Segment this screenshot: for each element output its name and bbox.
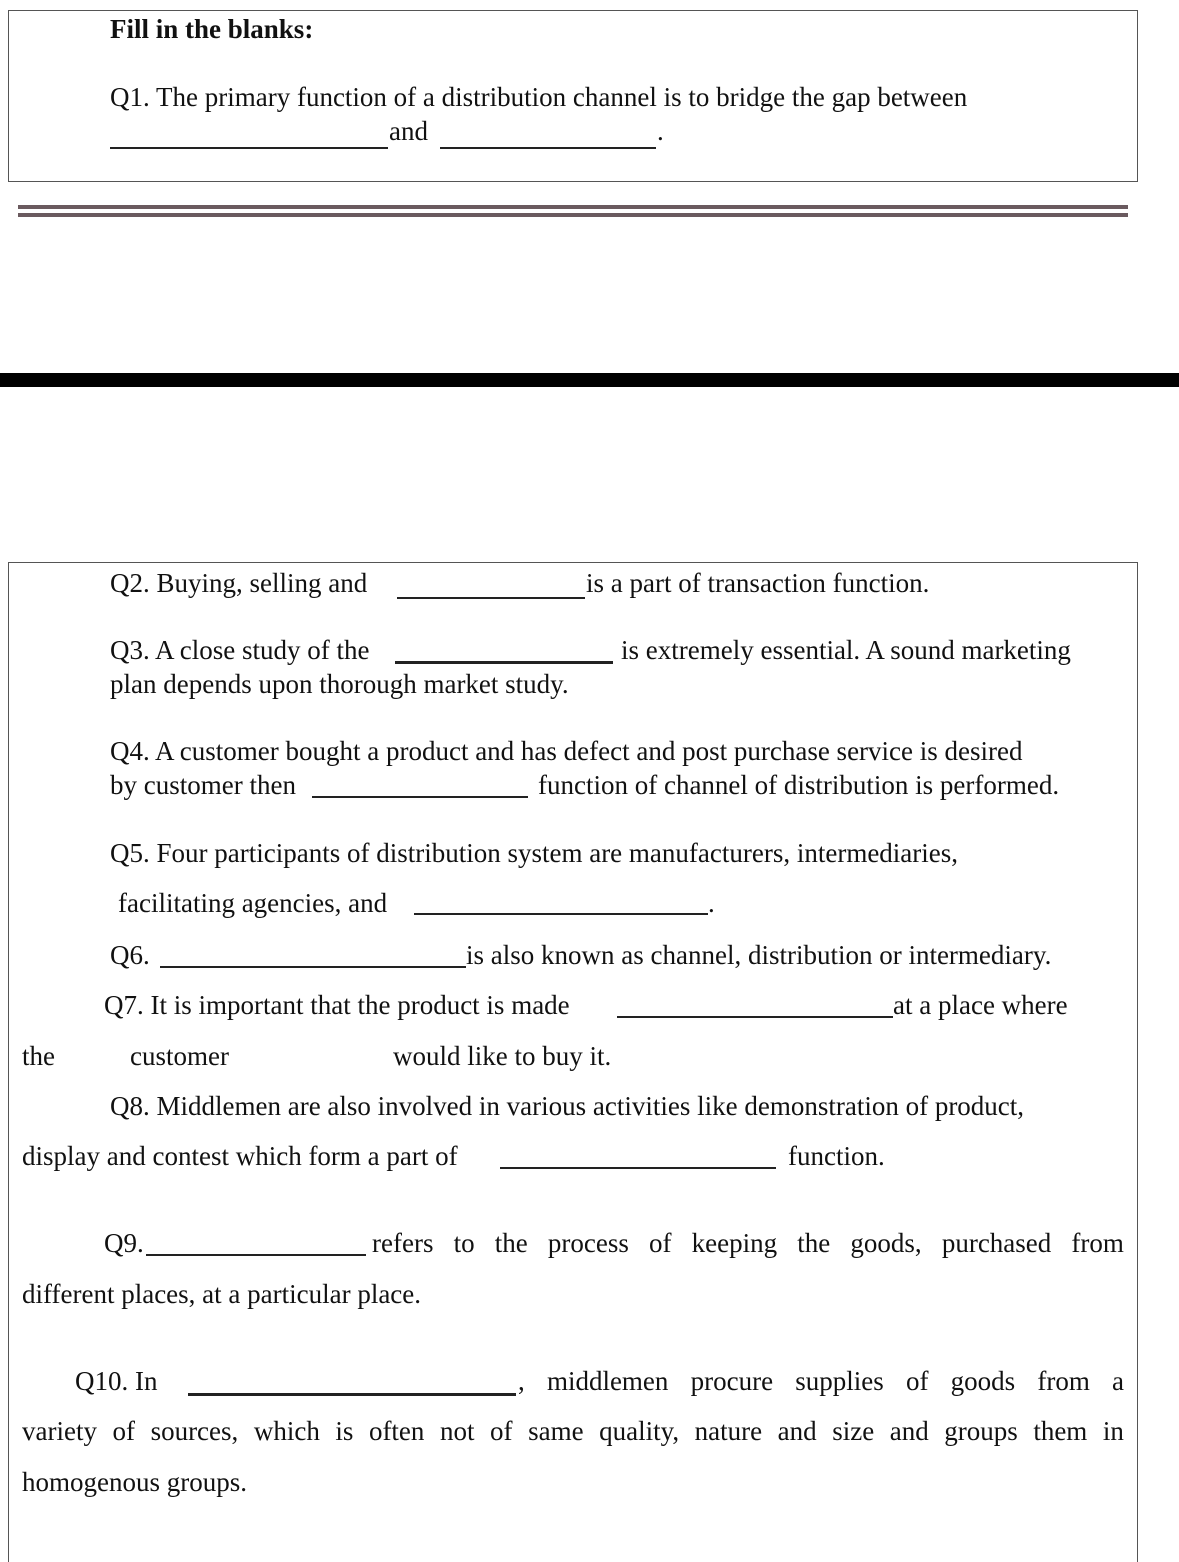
q10-word: is <box>335 1416 354 1446</box>
q9-word: purchased <box>941 1228 1052 1258</box>
q1-blank-2[interactable] <box>440 147 656 149</box>
q9-word: from <box>1071 1228 1124 1258</box>
q10-blank[interactable] <box>188 1393 516 1396</box>
q5-prefix: facilitating agencies, and <box>118 888 388 918</box>
q10-word: nature <box>694 1416 763 1446</box>
q10-word: size <box>832 1416 875 1446</box>
q9-word: goods, <box>850 1228 922 1258</box>
q8-suffix: function. <box>788 1141 885 1171</box>
q10-word: and <box>777 1416 817 1446</box>
q8-blank[interactable] <box>500 1167 776 1169</box>
q10-word: groups <box>944 1416 1018 1446</box>
q9-suffix <box>372 1228 1124 1258</box>
q9-word: of <box>649 1228 672 1258</box>
q9-prefix: Q9. <box>104 1228 144 1258</box>
q10-word: procure <box>690 1366 774 1396</box>
q8-line1: Q8. Middlemen are also involved in various activities like demonstration of product, <box>110 1091 1025 1121</box>
q10-suffix <box>518 1366 1124 1396</box>
q10-word: supplies <box>795 1366 884 1396</box>
q1-and: and <box>389 116 428 146</box>
q1-blank-1[interactable] <box>110 147 388 149</box>
q10-prefix: Q10. In <box>75 1366 158 1396</box>
q5-blank[interactable] <box>414 913 708 915</box>
q9-line2: different places, at a particular place. <box>22 1279 422 1309</box>
q9-blank[interactable] <box>146 1254 366 1256</box>
q2-suffix: is a part of transaction function. <box>586 568 930 598</box>
q3-suffix: is extremely essential. A sound marketing <box>621 635 1071 665</box>
q4-suffix: function of channel of distribution is performed. <box>538 770 1060 800</box>
q10-word: variety <box>22 1416 97 1446</box>
q10-word: which <box>253 1416 320 1446</box>
q7-word-the: the <box>22 1041 55 1071</box>
q6-prefix: Q6. <box>110 940 150 970</box>
page-divider <box>0 373 1179 387</box>
q10-word: of <box>905 1366 929 1396</box>
q9-word: the <box>494 1228 528 1258</box>
q10-word: them <box>1033 1416 1088 1446</box>
q10-word: goods <box>950 1366 1016 1396</box>
q9-word: process <box>547 1228 629 1258</box>
q3-prefix: Q3. A close study of the <box>110 635 370 665</box>
q9-word: refers <box>372 1228 434 1258</box>
q6-blank[interactable] <box>160 966 466 968</box>
q10-word: in <box>1102 1416 1124 1446</box>
q9-word: keeping <box>691 1228 778 1258</box>
separator-line <box>18 213 1128 217</box>
q4-prefix: by customer then <box>110 770 296 800</box>
q10-word: often <box>368 1416 425 1446</box>
q1-text: Q1. The primary function of a distribution channel is to bridge the gap between <box>110 82 968 112</box>
q5-period: . <box>708 888 715 918</box>
q10-word: , <box>518 1366 525 1396</box>
q10-word: a <box>1112 1366 1124 1396</box>
q6-suffix: is also known as channel, distribution or intermediary. <box>466 940 1052 970</box>
q7-suffix: at a place where <box>893 990 1068 1020</box>
q3-line2: plan depends upon thorough market study. <box>110 669 569 699</box>
q2-blank[interactable] <box>397 597 585 599</box>
q10-word: and <box>889 1416 929 1446</box>
q10-word: same <box>528 1416 584 1446</box>
q4-blank[interactable] <box>312 796 528 798</box>
q8-prefix: display and contest which form a part of <box>22 1141 458 1171</box>
q10-word: of <box>112 1416 136 1446</box>
q9-word: to <box>453 1228 475 1258</box>
q10-line2 <box>22 1416 1124 1446</box>
q7-word-customer: customer <box>130 1041 229 1071</box>
q5-line1: Q5. Four participants of distribution system are manufacturers, intermediaries, <box>110 838 959 868</box>
section-heading: Fill in the blanks: <box>110 14 314 44</box>
q10-word: sources, <box>150 1416 239 1446</box>
q3-blank[interactable] <box>395 661 613 664</box>
q7-prefix: Q7. It is important that the product is made <box>104 990 570 1020</box>
q10-word: from <box>1037 1366 1090 1396</box>
q7-blank[interactable] <box>617 1016 893 1018</box>
q7-line2-end: would like to buy it. <box>393 1041 612 1071</box>
q2-prefix: Q2. Buying, selling and <box>110 568 368 598</box>
q10-word: quality, <box>599 1416 680 1446</box>
q10-word: not <box>439 1416 475 1446</box>
q10-word: of <box>490 1416 513 1446</box>
q1-period: . <box>657 116 664 146</box>
q4-line1: Q4. A customer bought a product and has defect and post purchase service is desired <box>110 736 1023 766</box>
q10-line3: homogenous groups. <box>22 1467 247 1497</box>
q9-word: the <box>797 1228 831 1258</box>
separator-line <box>18 205 1128 209</box>
q10-word: middlemen <box>546 1366 669 1396</box>
